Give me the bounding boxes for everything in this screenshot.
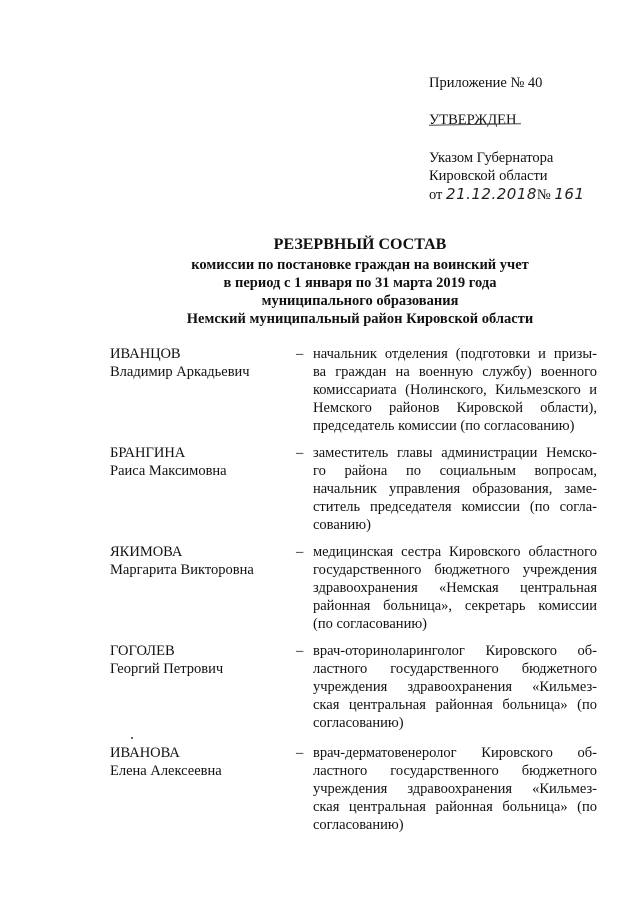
member-surname: ЯКИМОВА (110, 544, 183, 560)
member-surname: ИВАНЦОВ (110, 346, 181, 362)
member-given-name: Маргарита Викторовна (110, 562, 254, 578)
role-line: Немского районов Кировской области), (313, 400, 597, 416)
member-name (110, 642, 300, 678)
member-given-name: Георгий Петрович (110, 661, 224, 677)
member-name (110, 345, 300, 381)
role-line: государственного бюджетного учреждения (313, 562, 597, 578)
role-line: ластного государственного бюджетного (313, 661, 597, 677)
member-role (313, 345, 597, 435)
member-given-name: Владимир Аркадьевич (110, 364, 250, 380)
role-line: ластного государственного бюджетного (313, 763, 597, 779)
member-surname: БРАНГИНА (110, 445, 186, 461)
role-line: комиссариата (Нолинского, Кильмезского и (313, 382, 597, 398)
role-line: заместитель главы администрации Немско- (313, 445, 597, 461)
role-line: начальник отделения (подготовки и призы- (313, 346, 597, 362)
decree-line-1: Указом Губернатора (429, 150, 554, 166)
decree-reference (429, 149, 629, 204)
role-line: учреждения здравоохранения «Кильмез- (313, 781, 597, 797)
date-prefix: от (429, 187, 443, 203)
decree-line-2: Кировской области (429, 168, 548, 184)
member-given-name: Елена Алексеевна (110, 763, 222, 779)
role-line: председатель комиссии (по согласованию) (313, 418, 575, 434)
role-line: согласованию) (313, 817, 404, 833)
role-line: начальник управления образования, заме- (313, 481, 597, 497)
role-line: медицинская сестра Кировского областного (313, 544, 597, 560)
document-title (120, 236, 600, 328)
title-line-4: Немский муниципальный район Кировской области (186, 311, 534, 327)
role-line: врач-дерматовенеролог Кировского об- (313, 745, 597, 761)
handwritten-date: 21.12.2018 (446, 185, 537, 203)
member-given-name: Раиса Максимовна (110, 463, 227, 479)
title-line-3: муниципального образования (261, 293, 459, 309)
dash-separator: – (296, 745, 304, 761)
role-line: ская центральная районная больница» (по (313, 799, 597, 815)
member-role (313, 444, 597, 534)
approved-label: УТВЕРЖДЕН (429, 112, 517, 128)
role-line: ститель председателя комиссии (по согла- (313, 499, 597, 515)
member-name (110, 543, 300, 579)
title-line-1: комиссии по постановке граждан на воинский учет (191, 257, 529, 273)
role-line: здравоохранения «Немская центральная (313, 580, 597, 596)
annex-number: Приложение № 40 (429, 75, 543, 91)
role-line: ва граждан на военную службу) военного (313, 364, 597, 380)
dash-separator: – (296, 643, 304, 659)
title-main: РЕЗЕРВНЫЙ СОСТАВ (273, 236, 447, 253)
member-surname: ИВАНОВА (110, 745, 180, 761)
member-role (313, 744, 597, 834)
scan-speck (131, 737, 133, 739)
dash-separator: – (296, 544, 304, 560)
role-line: ская центральная районная больница» (по (313, 697, 597, 713)
role-line: сованию) (313, 517, 371, 533)
approval-block (429, 74, 629, 204)
member-name (110, 444, 300, 480)
role-line: го района по социальным вопросам, (313, 463, 597, 479)
role-line: учреждения здравоохранения «Кильмез- (313, 679, 597, 695)
role-line: районная больница», секретарь комиссии (313, 598, 597, 614)
handwritten-number: 161 (554, 185, 585, 203)
decree-date-line (429, 187, 585, 203)
member-name (110, 744, 300, 780)
number-sign: № (536, 187, 551, 203)
role-line: согласованию) (313, 715, 404, 731)
dash-separator: – (296, 445, 304, 461)
dash-separator: – (296, 346, 304, 362)
member-role (313, 642, 597, 732)
role-line: врач-оториноларинголог Кировского об- (313, 643, 597, 659)
member-role (313, 543, 597, 633)
member-surname: ГОГОЛЕВ (110, 643, 175, 659)
role-line: (по согласованию) (313, 616, 427, 632)
title-line-2: в период с 1 января по 31 марта 2019 года (223, 275, 497, 291)
